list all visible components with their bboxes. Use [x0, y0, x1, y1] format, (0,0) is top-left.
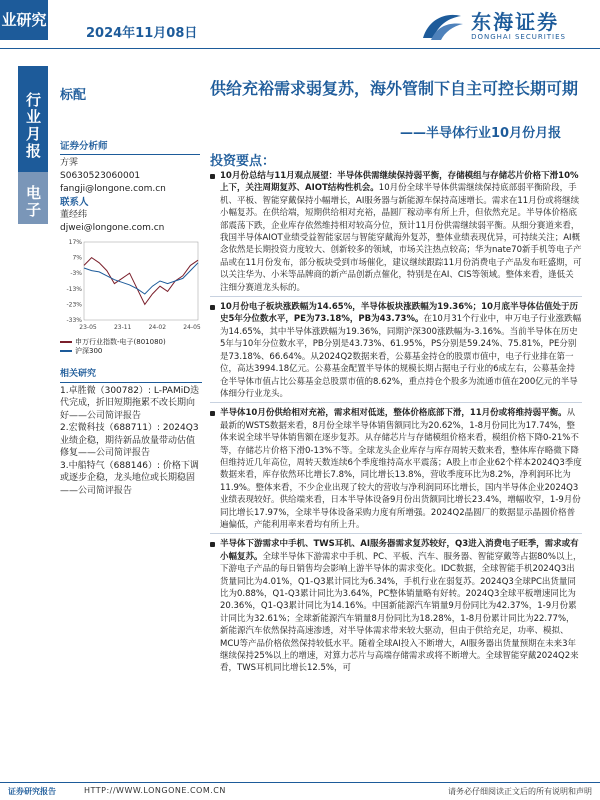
- series-line-hs300: [84, 263, 198, 294]
- footer-rule: [0, 782, 600, 783]
- key-point-text: 从最新的WSTS数据来看，8月份全球半导体销售额同比为20.62%，1-8月份同比为17.74%，整体来说全球半导体销售额在逐步复苏。从存储芯片与存储模组价格来看，模组价格下降0-21%不等，存储芯片价格下滑0-13%不等。全球龙头企业库存与库存周转天数来看，整体库存略微下降但维持近几年高位，周转天数连续6个季度维持高水平震荡；A股上市企业62个样本2024Q3季度数据来看，库存依然环比增长7.8%，同比增长13.8%，营收季度环比为8.2%，净利润环比为11.9%。整体来看，不少企业出现了较大的营收与净利润同环比增长，国内半导体企业2024Q3业绩表现较好。供给端来看，日本半导体设备9月份出货额同比增长23.4%，增幅收窄，1-9月份同比增长17.97%，全球半导体设备采购力度有所增强。2024Q2晶圆厂的数据显示晶圆价格普遍偏低，产能利用率来看均有所上升。: [220, 408, 582, 530]
- company-logo: [419, 6, 566, 46]
- legend-label-electronics: 申万行业指数-电子(801080): [75, 338, 166, 346]
- related-item[interactable]: 3.中船特气（688146）: 价格下调或逐步企稳，龙头地位或长期稳固——公司简评报告: [60, 460, 199, 496]
- related-rule: [60, 382, 202, 383]
- related-research: [60, 368, 202, 497]
- x-tick-label: 24-02: [148, 324, 167, 331]
- y-tick-label: 7%: [72, 254, 82, 262]
- x-tick-label: 24-05: [183, 324, 201, 331]
- related-item[interactable]: 1.卓胜微（300782）: L-PAMiD迭代完成，折旧短期拖累不改长期向好——公司简评报告: [60, 385, 200, 421]
- analyst-rule: [60, 154, 200, 155]
- x-tick-label: 23-05: [79, 324, 97, 331]
- report-subtitle: ——半导体行业10月份月报: [400, 126, 562, 141]
- sidebar-industry: 电子: [18, 172, 48, 224]
- footer-disclaimer: 请务必仔细阅读正文后的所有说明和声明: [448, 787, 592, 796]
- y-tick-label: -33%: [66, 317, 82, 324]
- key-point-lead: 半导体下游需求中手机、TWS耳机、AI服务器需求复苏较好，Q3进入消费电子旺季，需求或有小幅复苏。: [220, 539, 579, 562]
- paragraph-divider: [210, 296, 582, 297]
- analyst-info: [60, 140, 200, 235]
- paragraph-divider: [210, 533, 582, 534]
- key-point-paragraph: [210, 301, 582, 400]
- legend-item-hs300: [60, 347, 202, 356]
- report-date: 2024年11月08日: [86, 26, 198, 41]
- index-performance-chart: [60, 236, 202, 342]
- report-type-tab: 业研究: [0, 0, 48, 40]
- x-tick-label: 23-11: [113, 324, 132, 331]
- header-rule: [0, 48, 600, 49]
- y-tick-label: -3%: [70, 270, 82, 278]
- related-item[interactable]: 2.宏微科技（688711）: 2024Q3业绩企稳，期待新品放量带动估值修复——公司简评报告: [60, 423, 199, 458]
- legend-swatch-electronics: [60, 341, 72, 343]
- key-point-paragraph: [210, 538, 582, 674]
- contact-heading: 联系人: [60, 197, 89, 208]
- footer-label: 证券研究报告: [8, 787, 56, 796]
- analyst-heading: 证券分析师: [60, 141, 108, 152]
- analyst-email[interactable]: fangji@longone.com.cn: [60, 184, 166, 194]
- paragraph-divider: [210, 402, 582, 403]
- key-point-lead: 半导体10月份供给相对充裕，需求相对低迷，整体价格底部下滑，11月份或将维持弱平衡。: [220, 408, 567, 419]
- key-point-text: 全球半导体下游需求中手机、PC、平板、汽车、服务器、智能穿戴等占据80%以上，下游电子产品的每日销售均会影响上游半导体的需求变化。IDC数据，全球智能手机2024Q3出货量同比为4.01%，Q1-Q3累计同比为6.34%，手机行业在弱复苏。2024Q3全球PC出货量同比为0.88%，Q1-Q3累计同比为3.64%，PC整体销量略有好转。2024Q3全球平板增速同比为20.36%，Q1-Q3累计同比为14.16%。中国新能源汽车销量9月份同比为42.37%，1-9月份累计同比为32.61%；全球新能源汽车销量8月份同比为18.28%，1-8月份累计同比为22.77%，新能源汽车依然保持高速渗透，对半导体需求带来较大驱动，但由于供给充足，功率、模拟、MCU等产品价格依然保持较低水平。随着全球AI投入不断增大，AI服务器出货量预期在未来3年继续保持25%以上的增速，对算力芯片与高端存储需求或将不断增大。全球智能穿戴2024Q2来看，TWS耳机同比增长12.5%，可: [220, 551, 582, 674]
- related-heading: 相关研究: [60, 369, 97, 379]
- key-point-lead: 10月份电子板块涨跌幅为14.65%，半导体板块涨跌幅为19.36%；10月底半导体估值处于历史5年分位数水平，PE为73.18%，PB为43.73%。: [220, 302, 578, 325]
- key-points-body: [210, 170, 582, 675]
- logo-english: DONGHAI SECURITIES: [471, 33, 566, 41]
- key-point-paragraph: [210, 407, 582, 531]
- analyst-name: 方霁: [60, 158, 79, 168]
- industry-rating: 标配: [60, 88, 87, 103]
- series-line-electronics: [84, 258, 198, 305]
- y-tick-label: 17%: [68, 239, 82, 246]
- contact-name: 董经纬: [60, 210, 88, 220]
- y-tick-label: -13%: [66, 285, 82, 293]
- key-point-text: 在10月31个行业中，申万电子行业涨跌幅为14.65%，其中半导体涨跌幅为19.36%，同期沪深300涨跌幅为-3.16%。当前半导体在历史5年与10年分位数水平，PB分别是43.73%、61.95%，PS分别是59.24%、75.81%，PE分别是73.18%、66.64%。从2024Q2数据来看，公募基金持仓的股票市值中，电子行业排在第一位，高达3994.18亿元。公募基金配置半导体的规模长期占据电子行业的6成左右，公募基金持仓半导体市值占比公募基金总股票市值的8.62%，重点持仓个股多为流通市值在200亿元的半导体细分行业龙头。: [220, 314, 582, 399]
- key-point-lead: 10月份总结与11月观点展望：半导体供需继续保持弱平衡，存储模组与存储芯片价格下滑10%上下，关注周期复苏、AIOT结构性机会。: [220, 171, 579, 194]
- logo-chinese: 东海证券: [471, 10, 560, 34]
- footer-url[interactable]: HTTP://WWW.LONGONE.COM.CN: [84, 786, 226, 795]
- report-title: 供给充裕需求弱复苏，海外管制下自主可控长期可期: [210, 79, 579, 98]
- chart-legend: [60, 338, 202, 356]
- legend-item-electronics: [60, 338, 202, 347]
- logo-mark-icon: [419, 8, 465, 44]
- key-points-title: 投资要点：: [210, 154, 276, 169]
- y-tick-label: -23%: [66, 301, 82, 309]
- key-point-text: 10月份全球半导体供需继续保持底部弱平衡阶段，手机、平板、智能穿戴保持小幅增长，AI服务器与新能源车保持高速增长。需求在11月份或将继续小幅复苏。在供给端，短期供给相对充裕，晶圆厂稼动率有所上升，但依然充足。半导体价格底部震荡下跌，企业库存依然维持相对较高分位，预计11月份供需继续弱平衡。从细分赛道来看，我国半导体AIOT业绩受益智能家居与智能穿戴海外复苏，整体业绩表现优异，可持续关注；AI概念依然是长期投资力度较大、创新较多的领域，市场关注热点较高；华为nate70新手机等电子产品或在11月份发布，部分板块受到市场催化，建议继续跟踪11月份消费电子产品发布旺盛期，可以关注华为、小米等品牌商的新产品创新点催化，特别是在AI、CIS等领域。整体来看，逢低关注细分赛道龙头标的。: [220, 183, 582, 293]
- legend-swatch-hs300: [60, 350, 72, 352]
- analyst-cert: S0630523060001: [60, 171, 141, 181]
- contact-email[interactable]: djwei@longone.com.cn: [60, 223, 165, 233]
- sidebar-report-category: 行业月报: [18, 66, 48, 178]
- legend-label-hs300: 沪深300: [75, 347, 103, 355]
- chart-frame: [84, 242, 198, 320]
- key-point-paragraph: [210, 170, 582, 294]
